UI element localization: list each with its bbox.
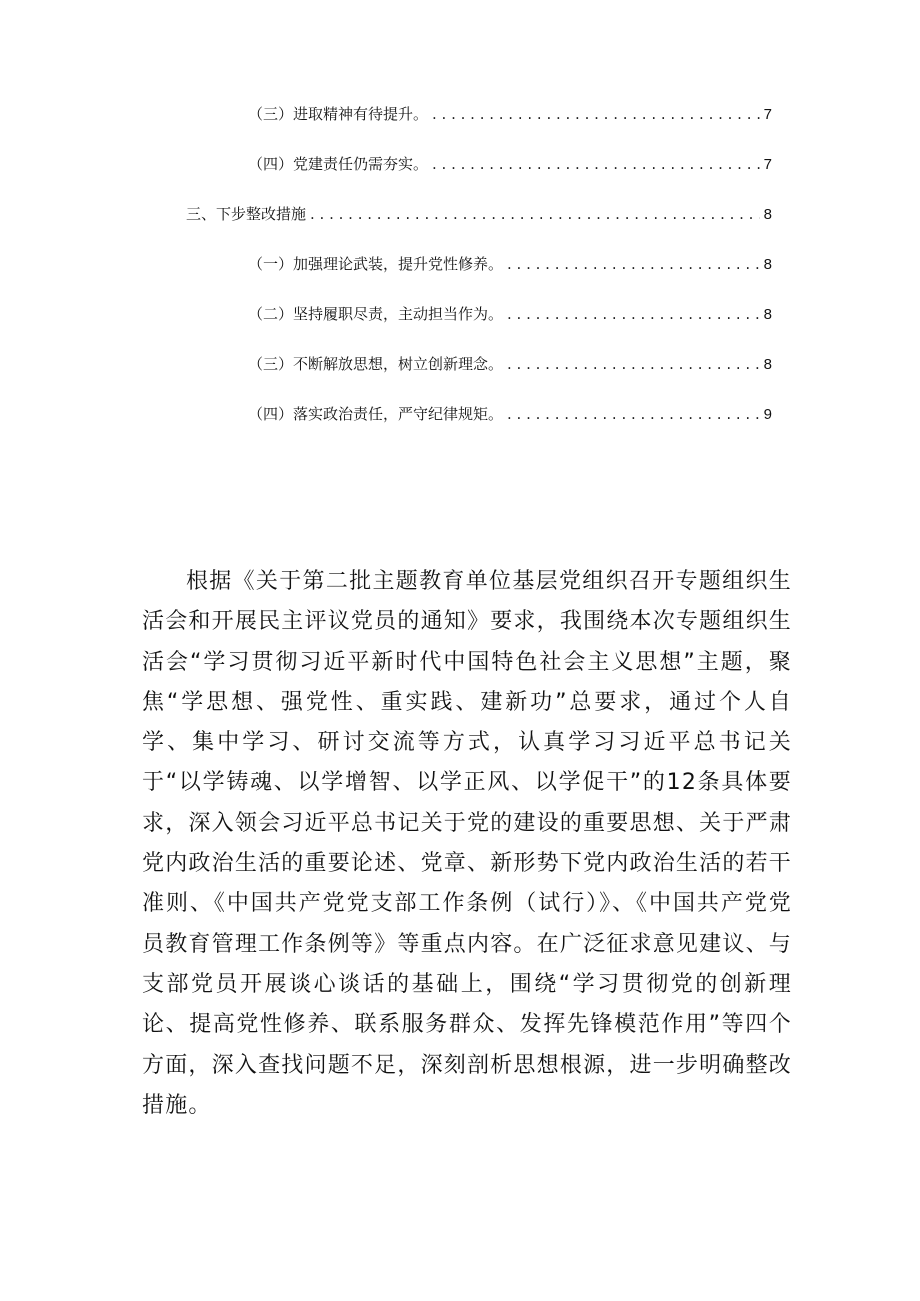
toc-dot-leader [507,304,760,324]
toc-entry-label: （二）坚持履职尽责，主动担当作为。 [248,305,504,323]
toc-dot-leader [310,204,760,224]
toc-entry-label: 三、下步整改措施 [186,205,307,223]
toc-page-number: 8 [763,256,772,273]
toc-page-number: 8 [763,306,772,323]
toc-dot-leader [507,354,760,374]
body-paragraph: 根据《关于第二批主题教育单位基层党组织召开专题组织生活会和开展民主评议党员的通知》要求，我围绕本次专题组织生活会“学习贯彻习近平新时代中国特色社会主义思想”主题，聚焦“学思想、强党性、重实践、建新功”总要求，通过个人自学、集中学习、研讨交流等方式，认真学习习近平总书记关于“以学铸魂、以学增智、以学正风、以学促干”的12条具体要求，深入领会习近平总书记关于党的建设的重要思想、关于严肃党内政治生活的重要论述、党章、新形势下党内政治生活的若干准则、《中国共产党党支部工作条例（试行）》、《中国共产党党员教育管理工作条例等》等重点内容。在广泛征求意见建议、与支部党员开展谈心谈话的基础上，围绕“学习贯彻党的创新理论、提高党性修养、联系服务群众、发挥先锋模范作用”等四个方面，深入查找问题不足，深刻剖析思想根源，进一步明确整改措施。 [142,569,792,1118]
toc-entry[interactable] [248,354,772,375]
toc-entry-label: （四）党建责任仍需夯实。 [248,155,429,173]
toc-entry[interactable] [186,204,772,225]
toc-entry[interactable] [248,254,772,275]
toc-page-number: 7 [763,156,772,173]
toc-entry[interactable] [248,304,772,325]
toc-entry-label: （三）不断解放思想，树立创新理念。 [248,355,504,373]
toc-entry-label: （三）进取精神有待提升。 [248,105,429,123]
toc-page-number: 9 [763,406,772,423]
toc-entry-label: （一）加强理论武装，提升党性修养。 [248,255,504,273]
toc-entry[interactable] [248,104,772,125]
toc-dot-leader [507,254,760,274]
toc-entry[interactable] [248,154,772,175]
toc-entry[interactable] [248,404,772,425]
toc-dot-leader [432,154,760,174]
toc-page-number: 8 [763,206,772,223]
toc-entry-label: （四）落实政治责任，严守纪律规矩。 [248,405,504,423]
toc-dot-leader [432,104,760,124]
toc-dot-leader [507,404,760,424]
toc-page-number: 7 [763,106,772,123]
toc-page-number: 8 [763,356,772,373]
